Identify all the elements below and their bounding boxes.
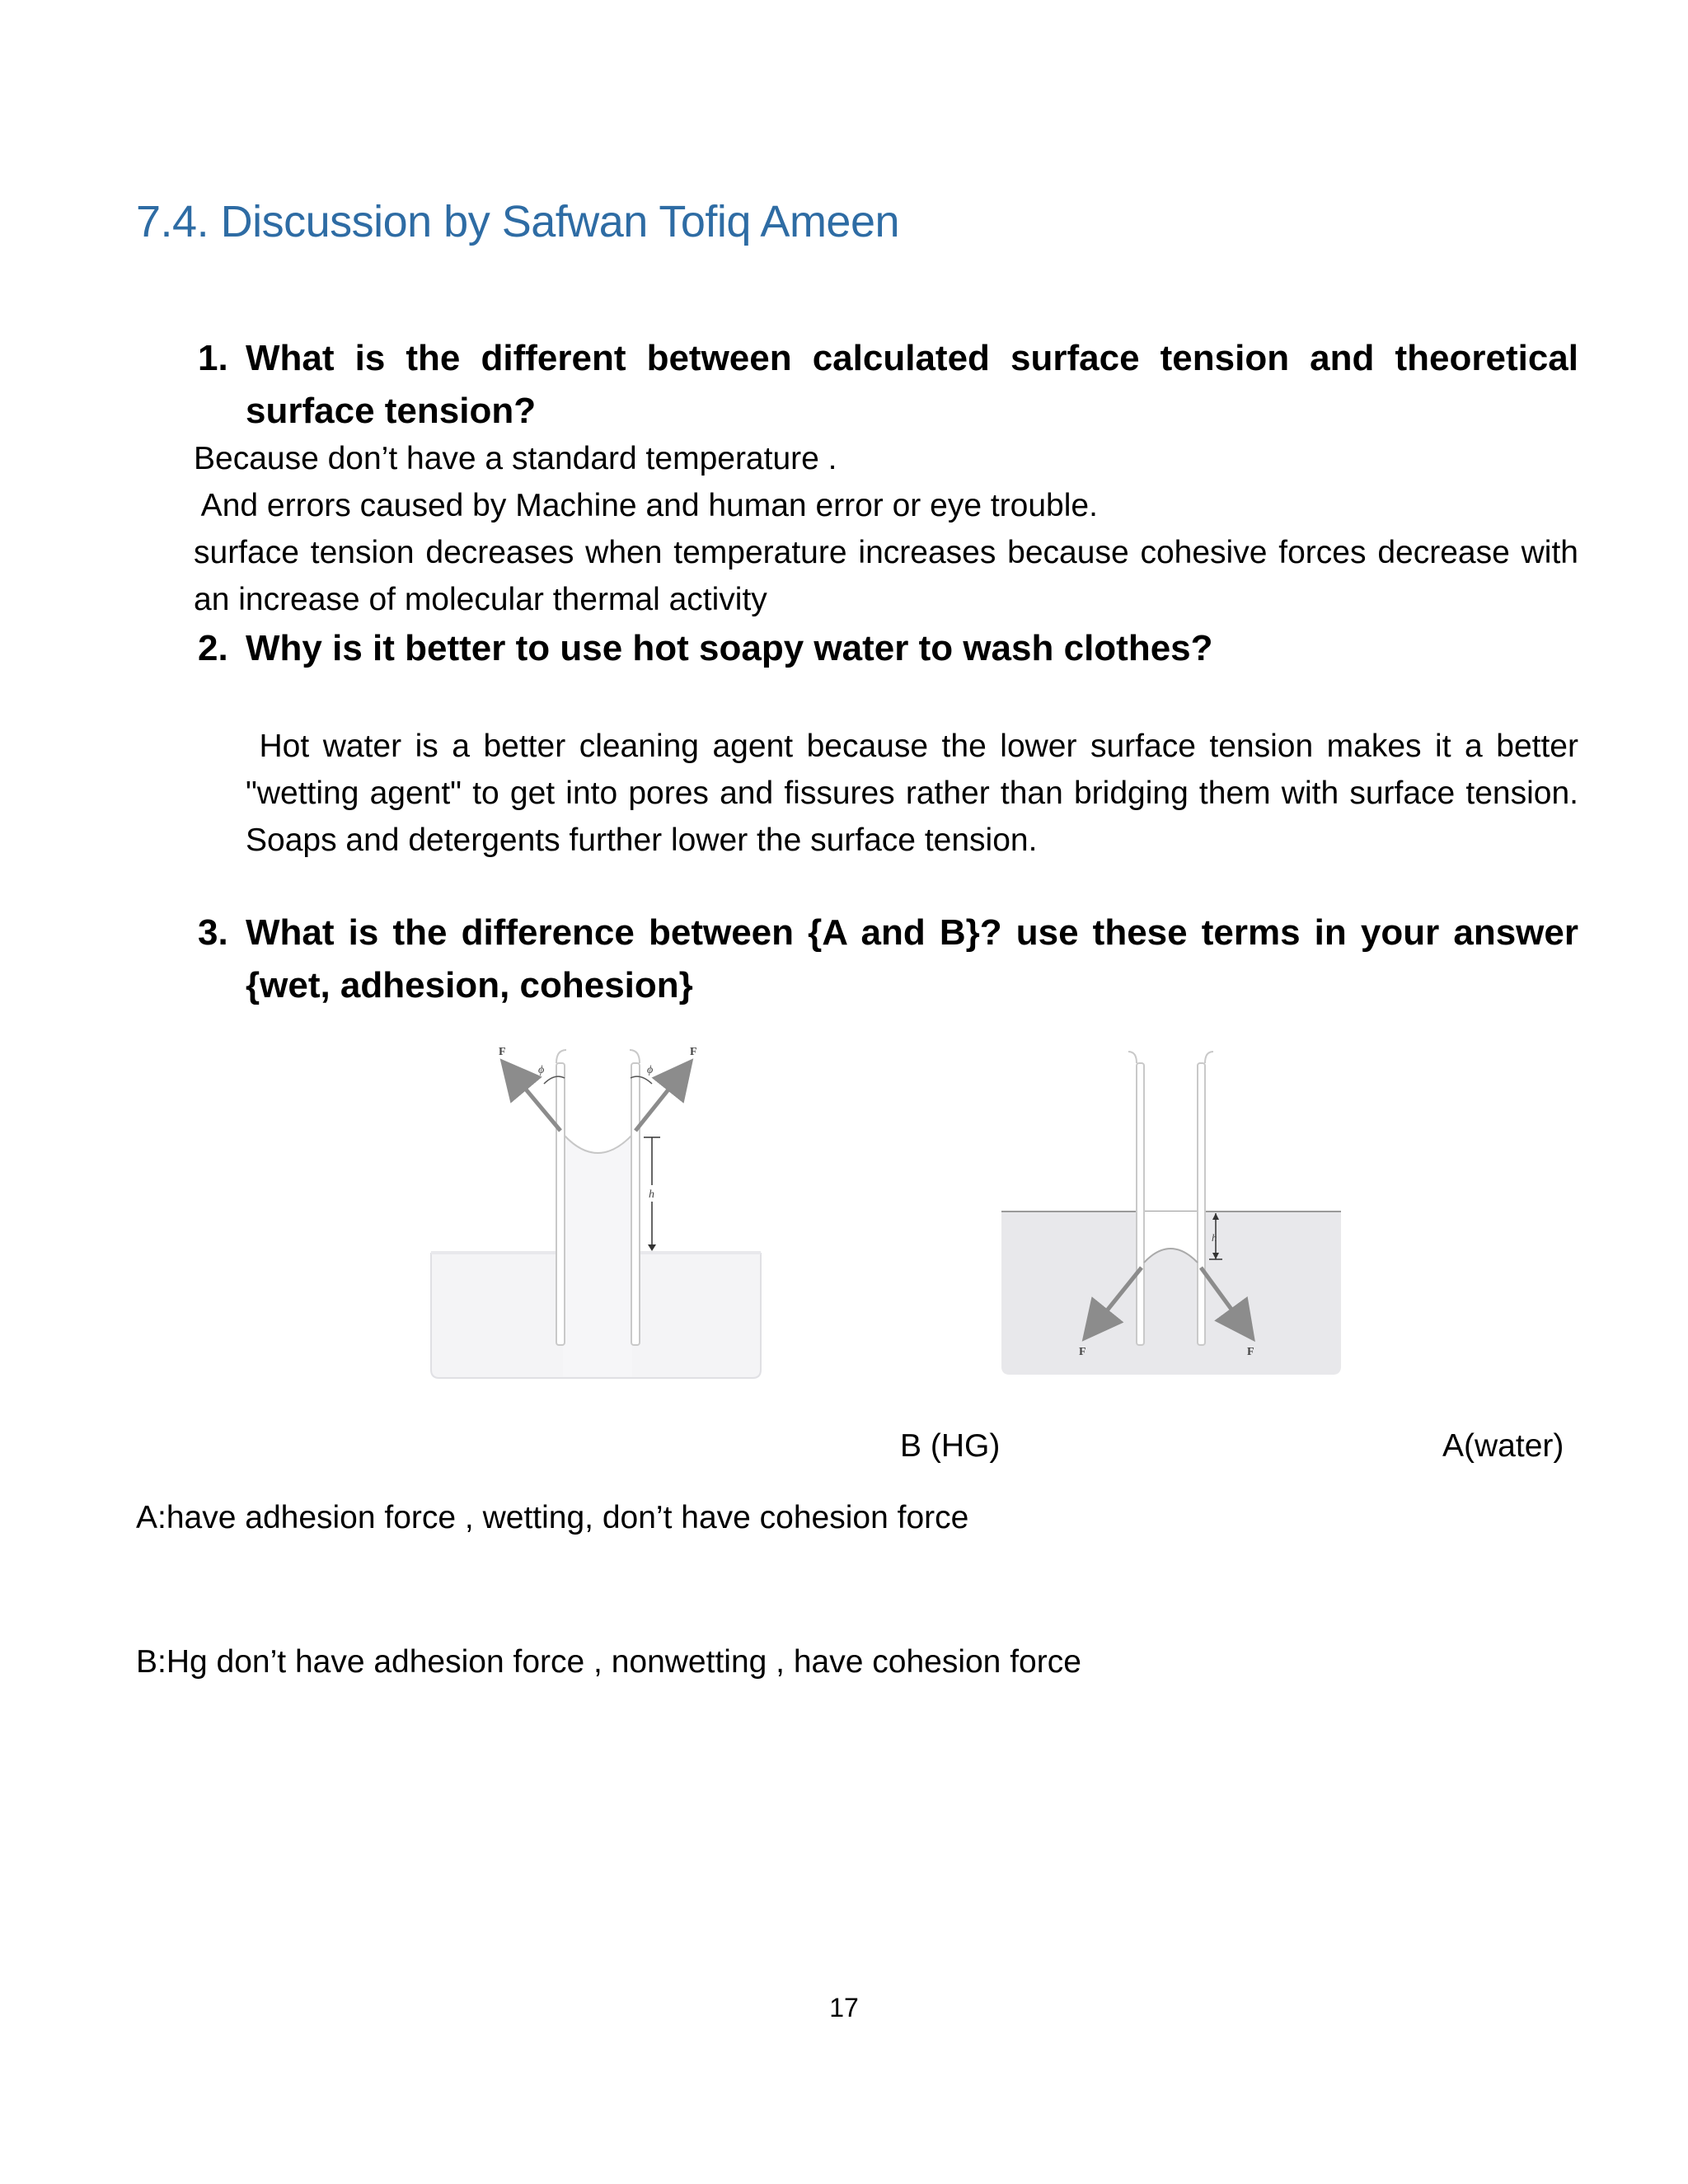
question-text: What is the different between calculated surface tension and theoretical surface tension? [246,338,1578,431]
answer-3-a: A:have adhesion force , wetting, don’t have cohesion force [136,1500,969,1535]
liquid-column [563,1136,632,1376]
tube-wall-left [1137,1063,1144,1345]
section-title: 7.4. Discussion by Safwan Tofiq Ameen [136,197,900,246]
figure-caption-b: B (HG) [900,1428,1001,1464]
force-arrow-right [635,1065,688,1131]
capillary-rise-figure [424,1038,767,1385]
question-text: Why is it better to use hot soapy water to wash clothes? [246,628,1213,668]
capillary-depression-figure [1001,1047,1343,1385]
answer-1-line-1: Because don’t have a standard temperature . [194,441,837,476]
answer-3-b: B:Hg don’t have adhesion force , nonwetting , have cohesion force [136,1644,1081,1680]
angle-label-left: ϕ [538,1064,545,1076]
tube-wall-right [631,1063,640,1345]
question-number: 3. [198,912,228,953]
force-label-right: F [1247,1346,1254,1358]
question-3 [198,907,1578,1012]
tube-wall-left [556,1063,565,1345]
tube-wall-right [1198,1063,1205,1345]
answer-2: Hot water is a better cleaning agent because the lower surface tension makes it a better "wetting agent" to get into pores and fissures rather than bridging them with surface tension. Soaps and detergents further lower the surface tension. [246,729,1587,858]
figure-caption-a: A(water) [1442,1428,1564,1464]
page-number: 17 [829,1993,859,2022]
question-2 [198,622,1578,675]
height-label: h [649,1188,654,1201]
question-number: 1. [198,338,228,378]
force-label-left: F [1079,1346,1086,1358]
answer-1-line-2: And errors caused by Machine and human error or eye trouble. [194,488,1098,523]
force-label-left: F [499,1046,506,1058]
question-1 [198,332,1578,438]
angle-label-right: ϕ [647,1064,654,1076]
question-number: 2. [198,628,228,668]
force-label-right: F [690,1046,697,1058]
force-arrow-left [505,1065,560,1131]
question-text: What is the difference between {A and B}? use these terms in your answer {wet, adhesion, cohesion} [246,912,1578,1005]
height-label: h [1212,1231,1217,1244]
answer-1-line-3: surface tension decreases when temperature increases because cohesive forces decrease with an increase of molecular thermal activity [194,535,1578,617]
